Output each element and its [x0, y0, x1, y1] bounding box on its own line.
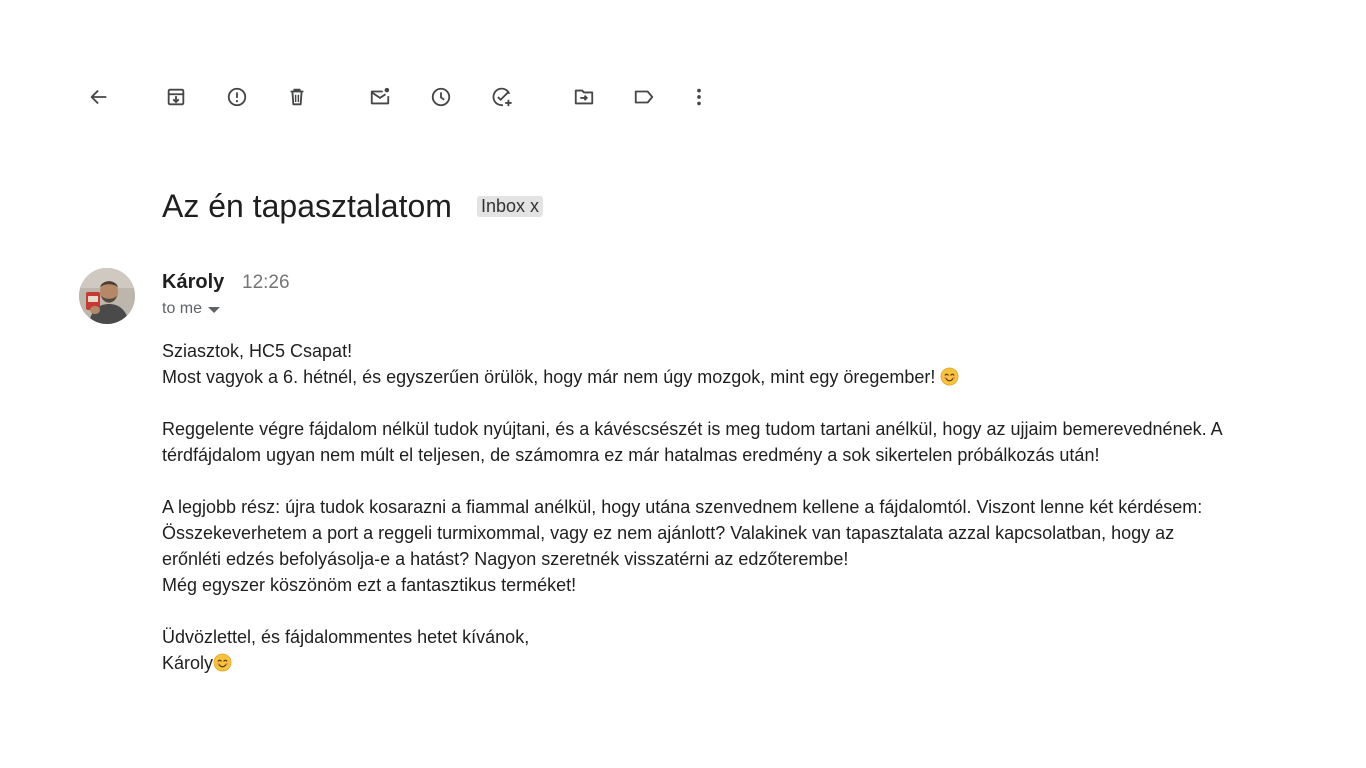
label-chip-text: Inbox — [481, 196, 526, 216]
report-spam-icon — [226, 86, 248, 108]
body-line-text: Most vagyok a 6. hétnél, és egyszerűen örülök, hogy már nem úgy mozgok, mint egy öregember! — [162, 367, 936, 387]
back-arrow-icon — [88, 86, 110, 108]
label-button[interactable] — [630, 83, 658, 111]
body-line: A legjobb rész: újra tudok kosarazni a fiammal anélkül, hogy utána szenvednem kellene a fájdalomtól. Viszont lenne két kérdésem: — [162, 497, 1203, 517]
body-paragraph — [162, 624, 1302, 676]
more-vert-icon — [688, 86, 710, 108]
body-paragraph — [162, 338, 1302, 390]
body-paragraph — [162, 494, 1302, 598]
delete-icon — [286, 86, 308, 108]
body-line: Sziasztok, HC5 Csapat! — [162, 341, 353, 361]
add-task-button[interactable] — [488, 83, 516, 111]
body-line: Reggelente végre fájdalom nélkül tudok nyújtani, és a kávéscsészét is meg tudom tartani anélkül, hogy az ujjaim bemerevednének. A — [162, 419, 1223, 439]
email-subject: Az én tapasztalatom — [162, 188, 452, 224]
sender-avatar[interactable] — [79, 268, 135, 324]
snooze-icon — [430, 86, 452, 108]
caret-down-icon — [208, 307, 220, 313]
body-line: erőnléti edzés befolyásolja-e a hatást? Nagyon szeretnék visszatérni az edzőterembe! — [162, 549, 849, 569]
avatar-image — [79, 268, 135, 324]
move-to-button[interactable] — [570, 83, 598, 111]
smiling-face-icon — [940, 367, 959, 386]
body-line-with-emoji — [162, 364, 1302, 390]
body-line: Még egyszer köszönöm ezt a fantasztikus terméket! — [162, 575, 577, 595]
snooze-button[interactable] — [427, 83, 455, 111]
inbox-label-chip[interactable] — [477, 196, 543, 217]
archive-button[interactable] — [162, 83, 190, 111]
body-line: Összekeverhetem a port a reggeli turmixommal, vagy ez nem ajánlott? Valakinek van tapasztalata azzal kapcsolatban, hogy az — [162, 523, 1175, 543]
signature-name: Károly — [162, 653, 214, 673]
recipients-text: to me — [162, 300, 203, 317]
report-spam-button[interactable] — [223, 83, 251, 111]
add-task-icon — [491, 86, 513, 108]
more-options-button[interactable] — [685, 83, 713, 111]
label-icon — [633, 86, 655, 108]
back-button[interactable] — [85, 83, 113, 111]
message-body — [162, 338, 1302, 676]
body-paragraph — [162, 416, 1302, 468]
sender-name[interactable]: Károly — [162, 271, 225, 293]
recipients-toggle[interactable] — [162, 299, 220, 319]
message-time: 12:26 — [242, 272, 290, 293]
body-line: térdfájdalom ugyan nem múlt el teljesen, de számomra ez már hatalmas eredmény a sok sikertelen próbálkozás után! — [162, 445, 1100, 465]
mark-unread-icon — [369, 86, 391, 108]
move-to-icon — [573, 86, 595, 108]
delete-button[interactable] — [283, 83, 311, 111]
mark-unread-button[interactable] — [366, 83, 394, 111]
signature-line — [162, 650, 1302, 676]
smiling-face-icon — [213, 653, 232, 672]
remove-label-button[interactable]: x — [530, 196, 540, 216]
body-line: Üdvözlettel, és fájdalommentes hetet kívánok, — [162, 627, 530, 647]
archive-icon — [165, 86, 187, 108]
